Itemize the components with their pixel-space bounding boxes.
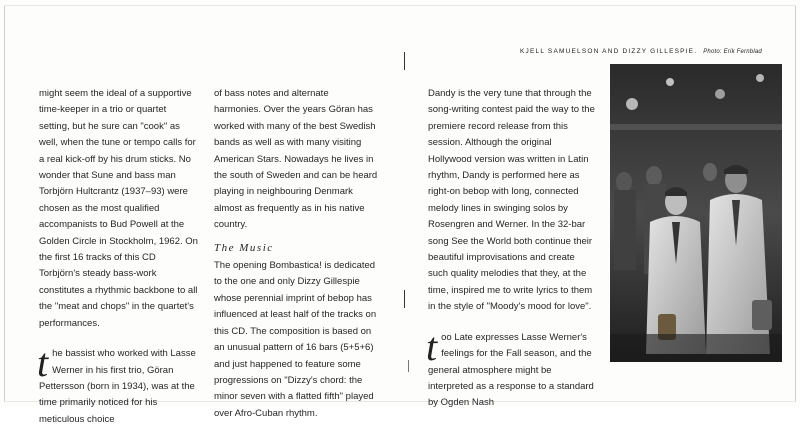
fold-mark-bottom (404, 290, 405, 308)
photo-credit: Photo: Erik Fernblad (703, 49, 762, 55)
drop-cap: t (37, 340, 49, 386)
photo-kjell-samuelson-dizzy-gillespie (610, 64, 782, 362)
paragraph: might seem the ideal of a supportive time-keeper in a trio or quartet setting, but he sure can "cook" as well, when the tune or tempo calls for a real kick-off by his drum sticks. No wonder that Sune and bass man Torbjörn Hultcrantz (1937–93) were chosen as the most qualified accompanists to Bud Powell at the Golden Circle in Stockholm, 1962. On the first 16 tracks of this CD Torbjörn's steady bass-work constitutes a rhythmic backbone to all the "meat and chops" in the quartet's performances. (39, 88, 198, 329)
text-column-2 (214, 86, 378, 422)
paragraph: Dandy is the very tune that through the song-writing contest paid the way to the premiere record release from this session. Although the original Hollywood version was written in Latin rhythm, Dandy is performed here as right-on bebop with long, connected melody lines in swinging solos by Rosengren and Werner. In the 32-bar song See the World both continue their beautiful improvisations and create such quality melodies that they, at the time, inspired me to write lyrics to them in the style of "Moody's mood for love". (428, 88, 595, 313)
page-edge-right (795, 6, 796, 402)
page-edge-top (4, 5, 796, 6)
text-column-1 (39, 86, 199, 428)
photo-caption (520, 48, 770, 55)
paragraph-with-dropcap (37, 340, 199, 428)
text-column-3 (428, 86, 596, 412)
paragraph-with-dropcap (426, 323, 596, 412)
paragraph-text: he bassist who worked with Lasse Werner in his first trio, Göran Pettersson (born in 1934), was at the time primarily noticed for his meticulous choice (39, 348, 196, 425)
paragraph-text: oo Late expresses Lasse Werner's feelings for the Fall season, and the general atmosphere might be interpreted as a response to a standard by Ogden Nash (428, 331, 594, 409)
fold-mark-top (404, 52, 405, 70)
section-heading: The Music (214, 241, 274, 254)
fold-mark-small (408, 360, 409, 372)
caption-names: KJELL SAMUELSON AND DIZZY GILLESPIE. (520, 48, 698, 55)
paragraph: of bass notes and alternate harmonies. Over the years Göran has worked with many of the best Swedish bands as well as with many visiting American Stars. Nowadays he lives in the south of Sweden and can be heard playing in neighbouring Denmark almost as frequently as in his native country. (214, 88, 378, 231)
page-edge-left (4, 6, 5, 402)
drop-cap: t (426, 323, 438, 369)
paragraph: The opening Bombastica! is dedicated to the one and only Dizzy Gillespie whose perennial imprint of bebop has influenced at least half of the tracks on this CD. The composition is based on an unusual pattern of 16 bars (5+5+6) and just happened to feature some progressions on "Dizzy's chord: the minor seven with a flatted fifth" played over Afro-Cuban rhythm. (214, 260, 377, 419)
photo-illustration (610, 64, 782, 362)
